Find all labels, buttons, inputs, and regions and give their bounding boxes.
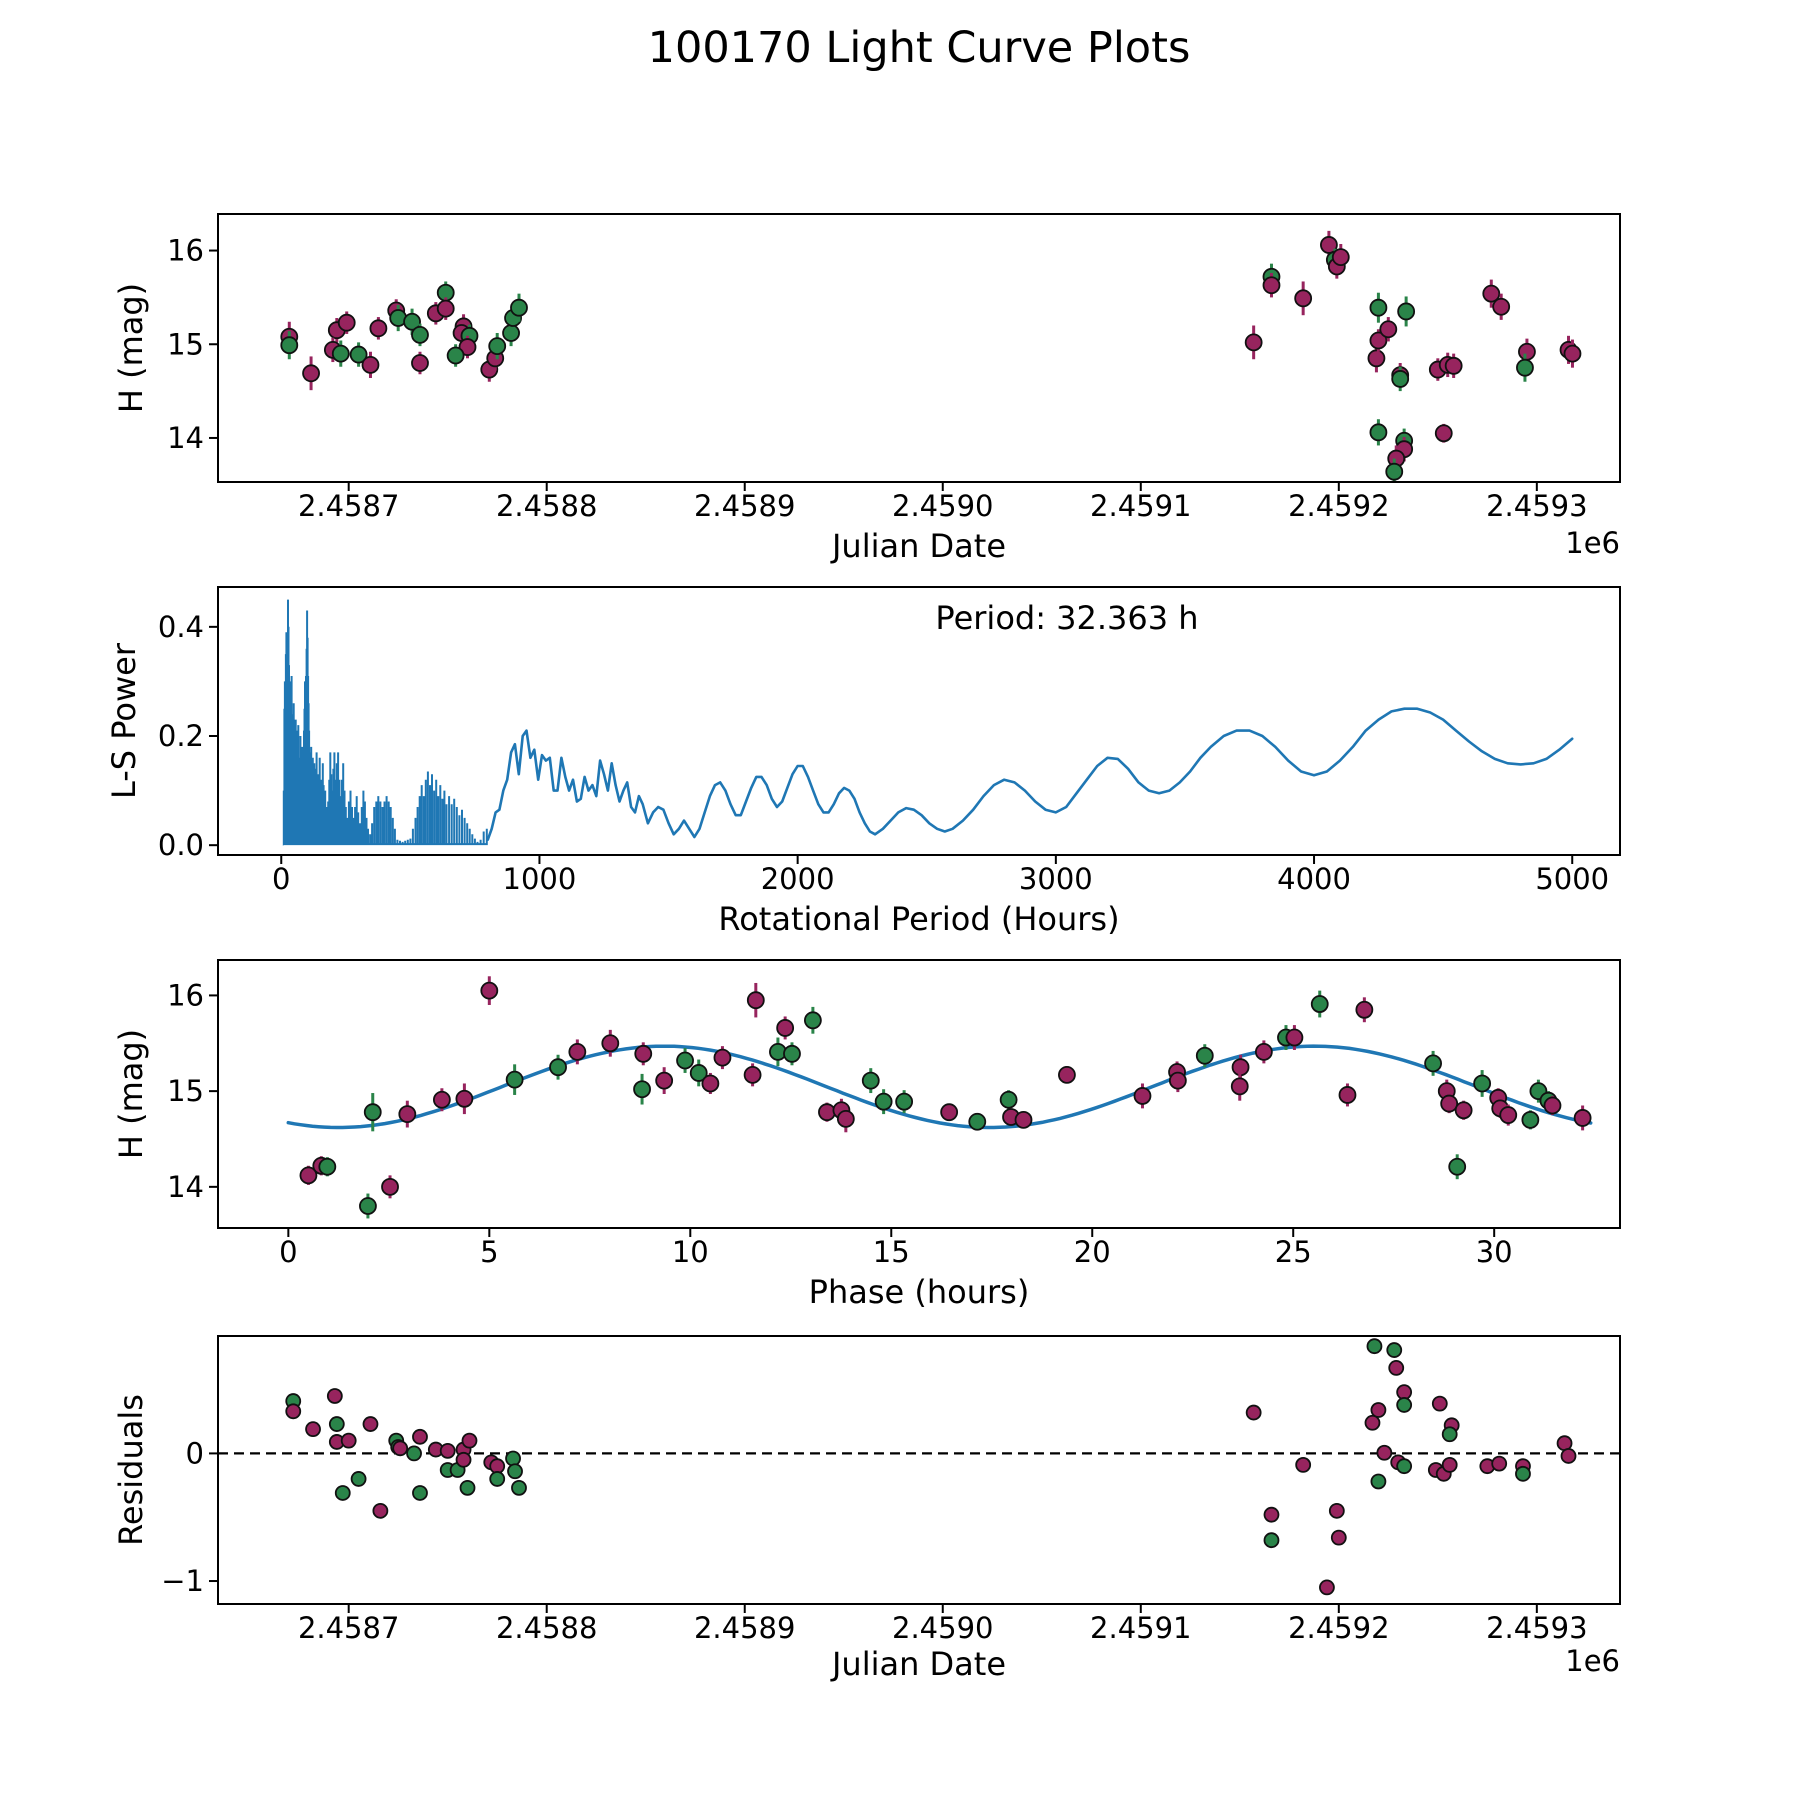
data-point [1449, 1159, 1465, 1175]
x-tick-label: 2.4593 [1486, 489, 1588, 523]
data-point [1519, 344, 1535, 360]
data-point [1562, 1449, 1576, 1463]
offset-text-panel1: 1e6 [1565, 526, 1620, 560]
data-point [1564, 346, 1580, 362]
data-point [1333, 249, 1349, 265]
data-point [490, 1472, 504, 1486]
data-point [457, 1453, 471, 1467]
data-point [1558, 1436, 1572, 1450]
data-point [784, 1046, 800, 1062]
data-point [863, 1073, 879, 1089]
data-point [1377, 1446, 1391, 1460]
data-point [1386, 464, 1402, 480]
data-point [489, 338, 505, 354]
data-point [365, 1104, 381, 1120]
data-point [1286, 1030, 1302, 1046]
data-point [1389, 1361, 1403, 1375]
xlabel-panel4: Julian Date [831, 1645, 1007, 1683]
x-tick-label: 2.4588 [495, 1611, 598, 1645]
data-point [656, 1073, 672, 1089]
data-point [702, 1075, 718, 1091]
data-point [399, 1106, 415, 1122]
x-tick-label: 2.4588 [495, 489, 598, 523]
x-tick-label: 1000 [502, 862, 577, 896]
data-point [876, 1094, 892, 1110]
data-point [1001, 1092, 1017, 1108]
xlabel-panel1: Julian Date [831, 527, 1007, 565]
period-annotation: Period: 32.363 h [935, 599, 1199, 637]
offset-text-panel4: 1e6 [1565, 1644, 1620, 1678]
xlabel-panel3: Phase (hours) [808, 1273, 1030, 1311]
y-tick-label: 0.4 [157, 609, 204, 644]
data-point [506, 1452, 520, 1466]
y-tick-label: 14 [167, 1169, 204, 1204]
data-point [328, 1389, 342, 1403]
data-point [281, 337, 297, 353]
x-tick-label: 30 [1475, 1235, 1513, 1269]
x-tick-label: 2.4587 [297, 489, 400, 523]
data-point [745, 1067, 761, 1083]
data-point [393, 1441, 407, 1455]
data-point [1264, 1533, 1278, 1547]
data-point [1247, 1406, 1261, 1420]
x-tick-label: 2.4593 [1486, 1611, 1588, 1645]
data-point [462, 1434, 476, 1448]
data-point [512, 1481, 526, 1495]
data-point [330, 1417, 344, 1431]
x-tick-label: 0 [272, 862, 291, 896]
x-tick-label: 2.4589 [693, 489, 796, 523]
data-point [1370, 300, 1386, 316]
y-tick-label: 0 [185, 1436, 204, 1471]
data-point [1197, 1048, 1213, 1064]
data-point [1544, 1097, 1560, 1113]
data-point [413, 1430, 427, 1444]
y-tick-label: 16 [167, 978, 204, 1013]
x-tick-label: 2.4589 [693, 1611, 796, 1645]
data-point [438, 301, 454, 317]
data-point [1256, 1044, 1272, 1060]
data-point [569, 1044, 585, 1060]
data-point [352, 1472, 366, 1486]
data-point [339, 315, 355, 331]
data-point [1365, 1416, 1379, 1430]
data-point [342, 1434, 356, 1448]
data-point [362, 357, 378, 373]
data-point [1330, 1504, 1344, 1518]
data-point [333, 346, 349, 362]
data-point [1387, 1343, 1401, 1357]
data-point [412, 327, 428, 343]
data-point [1134, 1088, 1150, 1104]
data-point [1371, 1474, 1385, 1488]
data-point [1441, 1096, 1457, 1112]
y-tick-label: 15 [167, 327, 204, 362]
data-point [748, 992, 764, 1008]
data-point [1397, 1398, 1411, 1412]
x-tick-label: 20 [1073, 1235, 1111, 1269]
data-point [1264, 1508, 1278, 1522]
data-point [481, 983, 497, 999]
x-tick-label: 4000 [1277, 862, 1351, 896]
data-point [1016, 1112, 1032, 1128]
data-point [1446, 358, 1462, 374]
data-point [370, 320, 386, 336]
x-tick-label: 10 [671, 1235, 709, 1269]
data-point [634, 1081, 650, 1097]
data-point [461, 1481, 475, 1495]
data-point [441, 1444, 455, 1458]
data-point [360, 1198, 376, 1214]
xlabel-panel2: Rotational Period (Hours) [718, 900, 1120, 938]
y-tick-label: 0.0 [157, 828, 204, 863]
data-point [1356, 1002, 1372, 1018]
data-point [448, 347, 464, 363]
data-point [635, 1046, 651, 1062]
x-tick-label: 2.4591 [1090, 1611, 1192, 1645]
x-tick-label: 3000 [1018, 862, 1093, 896]
figure-title: 100170 Light Curve Plots [647, 23, 1191, 73]
data-point [1368, 350, 1384, 366]
ylabel-panel1: H (mag) [112, 282, 150, 414]
data-point [1516, 1467, 1530, 1481]
data-point [508, 1464, 522, 1478]
data-point [1370, 424, 1386, 440]
data-point [896, 1094, 912, 1110]
x-tick-label: 2.4587 [297, 1611, 400, 1645]
x-tick-label: 5000 [1535, 862, 1610, 896]
data-point [373, 1504, 387, 1518]
data-point [1456, 1102, 1472, 1118]
data-point [1295, 290, 1311, 306]
x-tick-label: 5 [480, 1235, 499, 1269]
x-tick-label: 2.4592 [1288, 489, 1390, 523]
x-tick-label: 2.4591 [1090, 489, 1192, 523]
data-point [1493, 299, 1509, 315]
data-point [306, 1422, 320, 1436]
data-point [1522, 1112, 1538, 1128]
data-point [407, 1446, 421, 1460]
data-point [1367, 1339, 1381, 1353]
ylabel-panel2: L-S Power [105, 642, 143, 800]
x-tick-label: 2000 [760, 862, 835, 896]
data-point [941, 1104, 957, 1120]
x-tick-label: 2.4590 [892, 489, 994, 523]
data-point [1474, 1075, 1490, 1091]
data-point [319, 1159, 335, 1175]
data-point [511, 300, 527, 316]
data-point [1320, 1580, 1334, 1594]
data-point [1339, 1087, 1355, 1103]
data-point [805, 1012, 821, 1028]
x-tick-label: 2.4592 [1288, 1611, 1390, 1645]
data-point [714, 1050, 730, 1066]
data-point [413, 1486, 427, 1500]
data-point [434, 1092, 450, 1108]
data-point [1517, 360, 1533, 376]
data-point [1380, 321, 1396, 337]
ylabel-panel4: Residuals [112, 1394, 150, 1546]
y-tick-label: 15 [167, 1074, 204, 1109]
y-tick-label: −1 [161, 1564, 204, 1599]
x-tick-label: 15 [872, 1235, 910, 1269]
data-point [1296, 1458, 1310, 1472]
data-point [1398, 303, 1414, 319]
data-point [1443, 1458, 1457, 1472]
data-point [1392, 371, 1408, 387]
data-point [382, 1179, 398, 1195]
data-point [1232, 1078, 1248, 1094]
y-tick-label: 14 [167, 420, 204, 455]
data-point [286, 1404, 300, 1418]
data-point [1436, 425, 1452, 441]
data-point [1500, 1107, 1516, 1123]
data-point [1443, 1427, 1457, 1441]
data-point [1371, 1403, 1385, 1417]
data-point [412, 355, 428, 371]
data-point [777, 1020, 793, 1036]
y-tick-label: 0.2 [157, 719, 204, 754]
data-point [1492, 1457, 1506, 1471]
y-tick-label: 16 [167, 233, 204, 268]
data-point [1575, 1110, 1591, 1126]
data-point [1397, 1459, 1411, 1473]
data-point [969, 1114, 985, 1130]
data-point [1425, 1055, 1441, 1071]
data-point [1059, 1067, 1075, 1083]
data-point [303, 365, 319, 381]
data-point [1263, 277, 1279, 293]
data-point [363, 1417, 377, 1431]
data-point [819, 1104, 835, 1120]
data-point [1246, 334, 1262, 350]
data-point [677, 1053, 693, 1069]
ylabel-panel3: H (mag) [112, 1028, 150, 1160]
data-point [507, 1072, 523, 1088]
data-point [1433, 1397, 1447, 1411]
data-point [336, 1486, 350, 1500]
data-point [1170, 1073, 1186, 1089]
data-point [838, 1111, 854, 1127]
data-point [550, 1059, 566, 1075]
x-tick-label: 25 [1274, 1235, 1312, 1269]
x-tick-label: 0 [279, 1235, 298, 1269]
data-point [602, 1035, 618, 1051]
data-point [503, 325, 519, 341]
data-point [1312, 996, 1328, 1012]
data-point [456, 1091, 472, 1107]
x-tick-label: 2.4590 [892, 1611, 994, 1645]
data-point [1332, 1531, 1346, 1545]
